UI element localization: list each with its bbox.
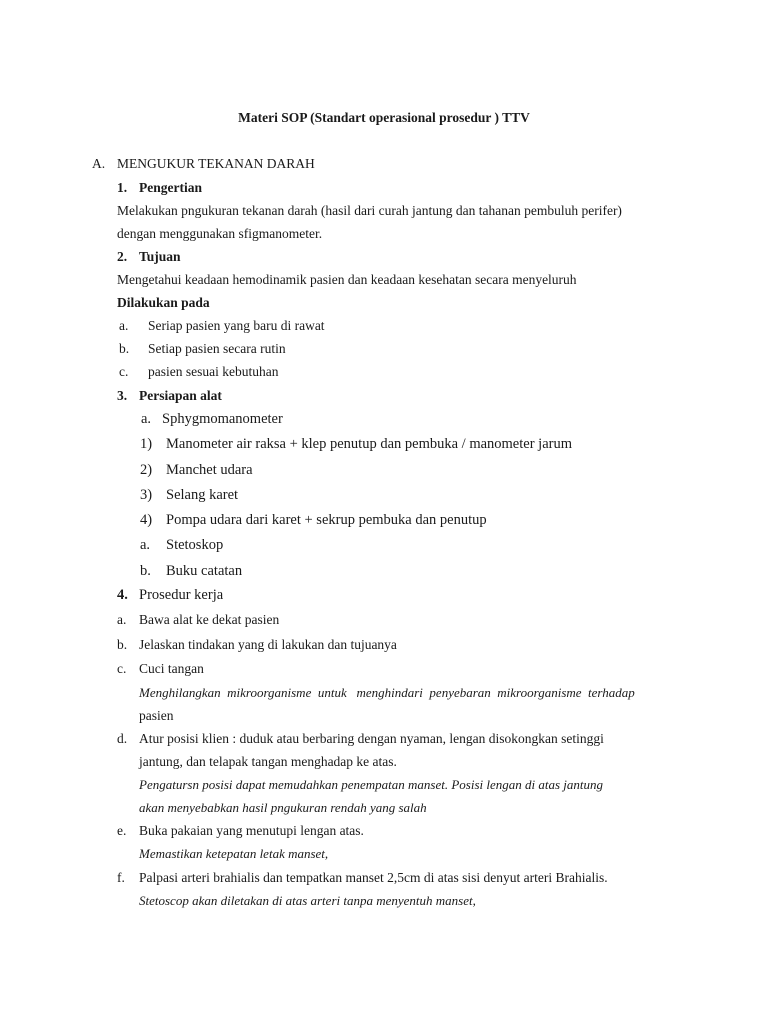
prosedur-heading: Prosedur kerja: [139, 587, 224, 603]
pengertian-marker: 1.: [117, 180, 128, 195]
step-c-text: Cuci tangan: [139, 661, 204, 676]
persiapan-item-text: Pompa udara dari karet + sekrup pembuka dan penutup: [166, 512, 487, 528]
pengertian-text-line1: Melakukan pngukuran tekanan darah (hasil dari curah jantung dan tahanan pembuluh perifer): [117, 203, 622, 218]
persiapan-item-marker: 2): [140, 462, 153, 478]
prosedur-marker-text: 4.: [117, 587, 128, 603]
document-title: Materi SOP (Standart operasional prosedur ) TTV: [238, 110, 530, 125]
dilakukan-item-text: Seriap pasien yang baru di rawat: [148, 318, 325, 333]
step-e-marker: e.: [117, 823, 127, 838]
step-f-text: Palpasi arteri brahialis dan tempatkan manset 2,5cm di atas sisi denyut arteri Brahialis.: [139, 870, 608, 885]
persiapan-item-text: Buku catatan: [166, 563, 243, 579]
step-e-text: Buka pakaian yang menutupi lengan atas.: [139, 823, 364, 838]
section-a-marker: A.: [92, 156, 106, 171]
dilakukan-heading: Dilakukan pada: [117, 295, 210, 310]
dilakukan-item-marker: a.: [119, 318, 129, 333]
persiapan-item-marker: b.: [140, 563, 151, 579]
pengertian-heading: Pengertian: [139, 180, 202, 195]
step-f-note: Stetoscop akan diletakan di atas arteri tanpa menyentuh manset,: [139, 893, 476, 908]
tujuan-heading: Tujuan: [139, 249, 181, 264]
step-b-text: Jelaskan tindakan yang di lakukan dan tujuanya: [139, 637, 397, 652]
dilakukan-item-text: Setiap pasien secara rutin: [148, 341, 286, 356]
persiapan-item-marker: 1): [140, 436, 153, 452]
step-b-marker: b.: [117, 637, 128, 652]
persiapan-item-text: Manometer air raksa + klep penutup dan pembuka / manometer jarum: [166, 436, 572, 452]
persiapan-sub-a-text: Sphygmomanometer: [162, 411, 283, 427]
step-a-text: Bawa alat ke dekat pasien: [139, 612, 280, 627]
section-a-heading: MENGUKUR TEKANAN DARAH: [117, 156, 315, 171]
step-d-note-line1: Pengatursn posisi dapat memudahkan penempatan manset. Posisi lengan di atas jantung: [139, 777, 604, 792]
step-a-marker: a.: [117, 612, 127, 627]
persiapan-heading: Persiapan alat: [139, 388, 222, 403]
step-c-note-line2: pasien: [139, 708, 174, 723]
tujuan-text: Mengetahui keadaan hemodinamik pasien dan keadaan kesehatan secara menyeluruh: [117, 272, 577, 287]
persiapan-item-marker: 3): [140, 487, 153, 503]
persiapan-sub-a-marker: a.: [141, 411, 152, 427]
step-d-text-line1: Atur posisi klien : duduk atau berbaring dengan nyaman, lengan disokongkan setinggi: [139, 731, 604, 746]
prosedur-marker: [117, 586, 128, 604]
persiapan-marker: 3.: [117, 388, 128, 403]
persiapan-item-text: Stetoskop: [166, 537, 224, 553]
step-c-note-line1: Menghilangkan mikroorganisme untuk menghindari penyebaran mikroorganisme terhadap: [139, 685, 635, 700]
step-d-text-line2: jantung, dan telapak tangan menghadap ke atas.: [139, 754, 397, 769]
step-e-note: Memastikan ketepatan letak manset,: [139, 846, 329, 861]
step-d-note-line2: akan menyebabkan hasil pngukuran rendah yang salah: [139, 800, 427, 815]
step-c-marker: c.: [117, 661, 127, 676]
step-d-marker: d.: [117, 731, 128, 746]
persiapan-item-marker: 4): [140, 512, 153, 528]
persiapan-item-text: Manchet udara: [166, 462, 253, 478]
dilakukan-item-marker: c.: [119, 364, 129, 379]
dilakukan-item-marker: b.: [119, 341, 130, 356]
persiapan-item-marker: a.: [140, 537, 151, 553]
step-f-marker: f.: [117, 870, 125, 885]
pengertian-text-line2: dengan menggunakan sfigmanometer.: [117, 226, 323, 241]
persiapan-item-text: Selang karet: [166, 487, 239, 503]
tujuan-marker: 2.: [117, 249, 128, 264]
dilakukan-item-text: pasien sesuai kebutuhan: [148, 364, 279, 379]
